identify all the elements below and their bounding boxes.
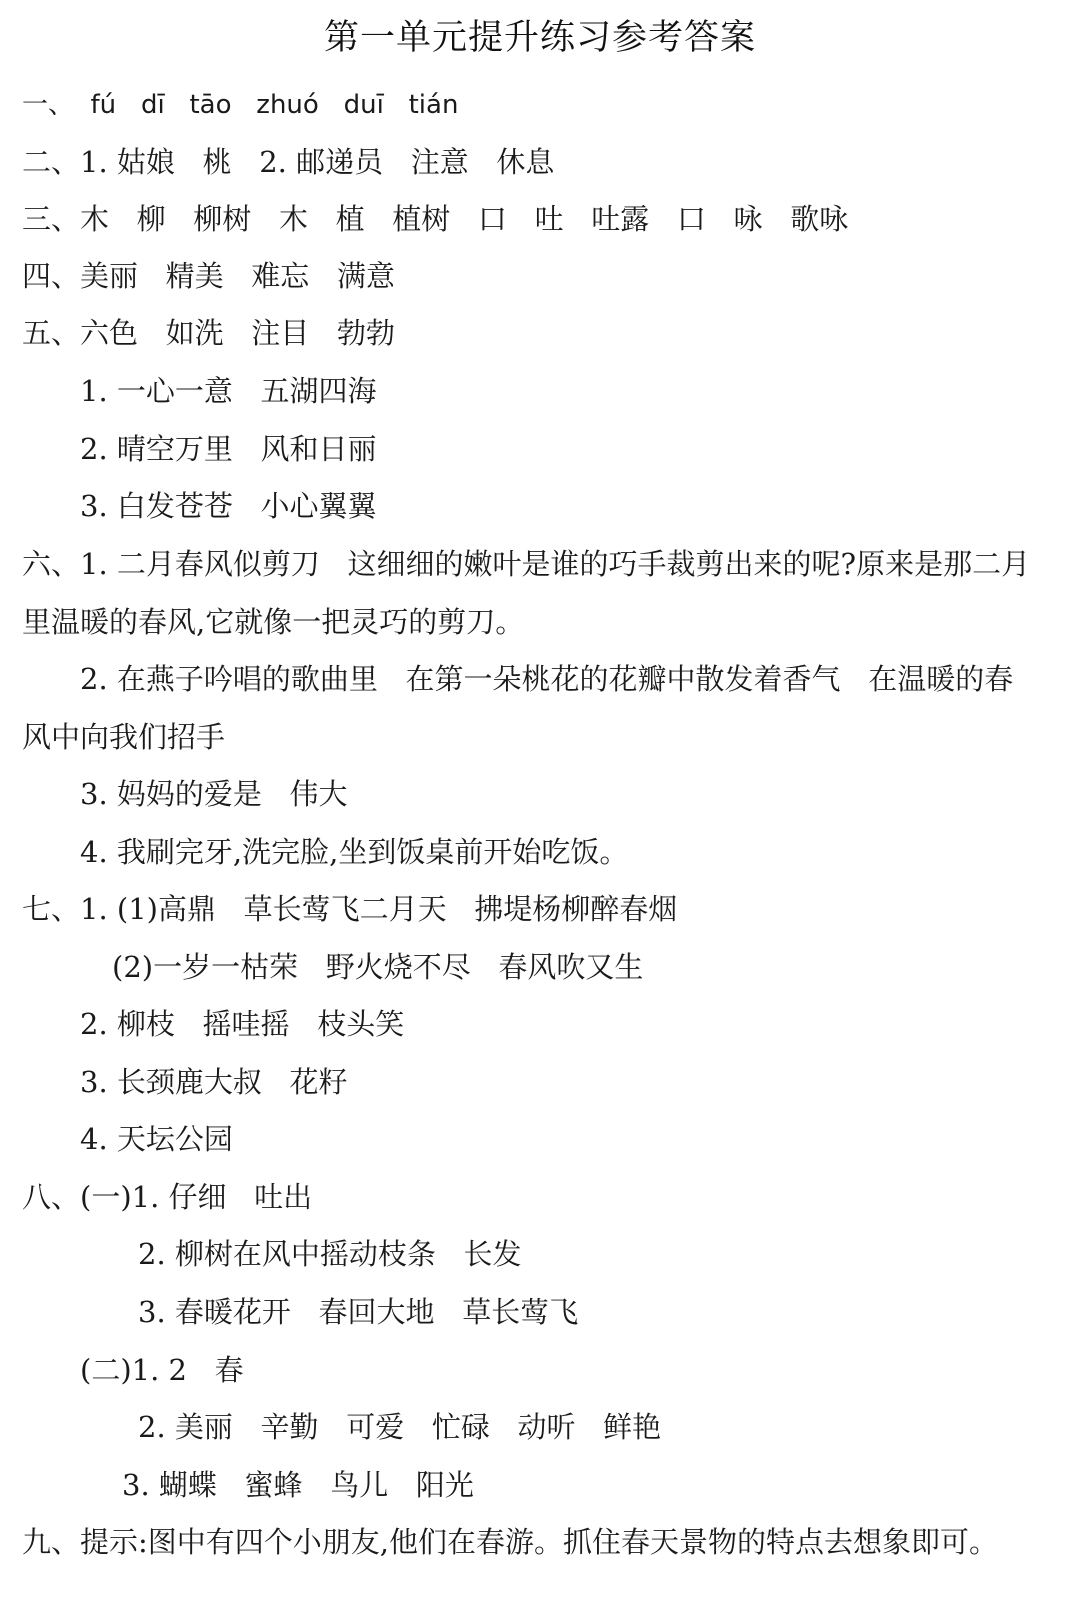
- page-title: 第一单元提升练习参考答案: [323, 18, 756, 58]
- answer-line-8-1-3: 3. 春暖花开 春回大地 草长莺飞: [138, 1295, 579, 1329]
- answer-line-7-4: 4. 天坛公园: [80, 1122, 233, 1156]
- answer-line-8-2-3: 3. 蝴蝶 蜜蜂 鸟儿 阳光: [122, 1468, 474, 1502]
- answer-line-5-3: 3. 白发苍苍 小心翼翼: [80, 489, 377, 523]
- answer-line-1-pinyin: 一、 fú dī tāo zhuó duī tián: [22, 90, 459, 120]
- answer-line-6-1-cont: 里温暖的春风,它就像一把灵巧的剪刀。: [22, 605, 525, 639]
- answer-line-7-1-1: 七、1. (1)高鼎 草长莺飞二月天 拂堤杨柳醉春烟: [22, 892, 678, 926]
- answer-line-5-1: 1. 一心一意 五湖四海: [80, 374, 377, 408]
- answer-line-7-1-2: (2)一岁一枯荣 野火烧不尽 春风吹又生: [112, 950, 644, 984]
- answer-line-5-2: 2. 晴空万里 风和日丽: [80, 432, 377, 466]
- answer-line-3: 三、木 柳 柳树 木 植 植树 口 吐 吐露 口 咏 歌咏: [22, 202, 849, 236]
- answer-line-6-4: 4. 我刷完牙,洗完脸,坐到饭桌前开始吃饭。: [80, 835, 629, 869]
- answer-line-4: 四、美丽 精美 难忘 满意: [22, 259, 395, 293]
- answer-line-8-2-2: 2. 美丽 辛勤 可爱 忙碌 动听 鲜艳: [138, 1410, 662, 1444]
- answer-line-6-3: 3. 妈妈的爱是 伟大: [80, 777, 348, 811]
- answer-line-7-3: 3. 长颈鹿大叔 花籽: [80, 1065, 348, 1099]
- answer-line-9: 九、提示:图中有四个小朋友,他们在春游。抓住春天景物的特点去想象即可。: [22, 1525, 998, 1559]
- answer-line-7-2: 2. 柳枝 摇哇摇 枝头笑: [80, 1007, 405, 1041]
- answer-line-6-2-cont: 风中向我们招手: [22, 720, 226, 754]
- answer-line-8-2-1: (二)1. 2 春: [80, 1353, 244, 1387]
- answer-line-8-1-1: 八、(一)1. 仔细 吐出: [22, 1180, 313, 1214]
- answer-line-5: 五、六色 如洗 注目 勃勃: [22, 316, 395, 350]
- answer-line-8-1-2: 2. 柳树在风中摇动枝条 长发: [138, 1237, 522, 1271]
- answer-line-6-1: 六、1. 二月春风似剪刀 这细细的嫩叶是谁的巧手裁剪出来的呢?原来是那二月: [22, 547, 1031, 581]
- answer-line-2: 二、1. 姑娘 桃 2. 邮递员 注意 休息: [22, 145, 555, 179]
- answer-line-6-2: 2. 在燕子吟唱的歌曲里 在第一朵桃花的花瓣中散发着香气 在温暖的春: [80, 662, 1014, 696]
